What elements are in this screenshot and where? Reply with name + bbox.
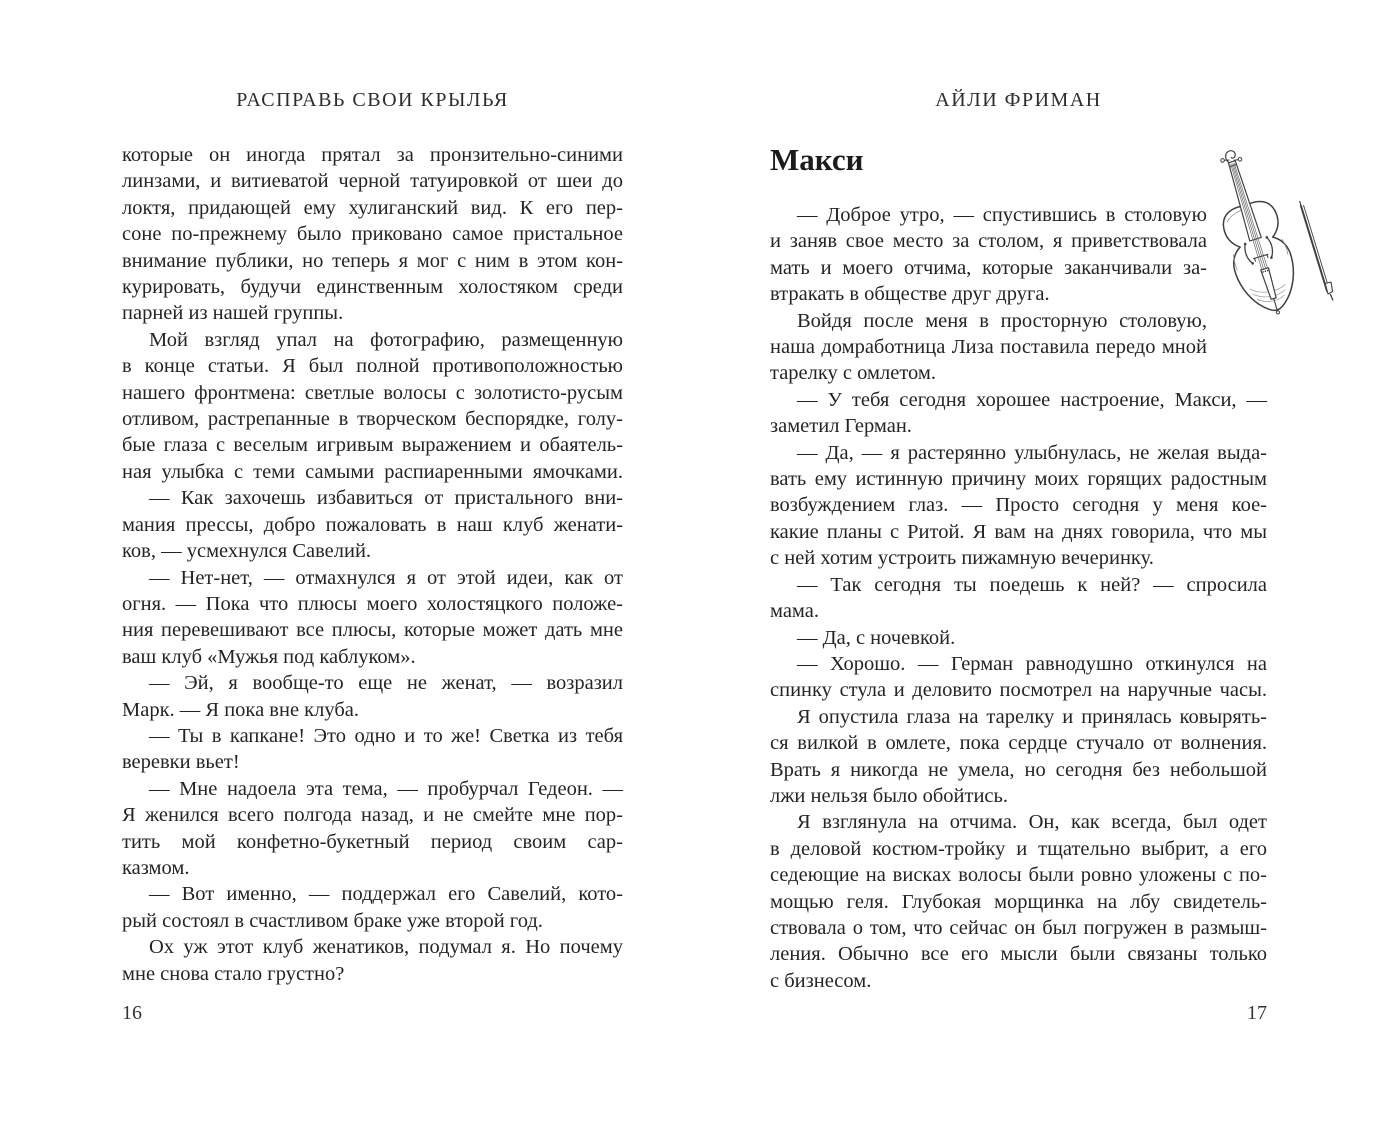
- paragraph: [122, 776, 623, 882]
- text-line: в конце статьи. Я был полной противоположностью: [122, 355, 623, 378]
- text-line: локтя, придающей ему хулиганский вид. К его пер-: [122, 196, 623, 219]
- text-line: бые глаза с веселым игривым выражением и обаятель-: [122, 434, 623, 457]
- text-line: — Хорошо. — Герман равнодушно откинулся на: [797, 652, 1267, 675]
- paragraph: [770, 440, 1267, 572]
- paragraph: [770, 625, 1267, 651]
- paragraph: [122, 327, 623, 485]
- text-line: ствовала о том, что сейчас он был погружен в размыш-: [770, 916, 1267, 939]
- text-line: линзами, и витиеватой черной татуировкой от шеи до: [122, 170, 623, 193]
- text-line: в деловой костюм-тройку и тщательно выбрит, а его: [770, 837, 1267, 860]
- text-line: ления. Обычно все его мысли были связаны только: [770, 943, 1267, 966]
- text-line: отливом, растрепанные в творческом беспорядке, голу-: [122, 408, 623, 431]
- text-line: соне по-прежнему было приковано самое пристальное: [122, 223, 623, 246]
- text-line: веревки вьет!: [122, 751, 240, 774]
- text-line: мать и моего отчима, которые заканчивали за-: [770, 256, 1207, 279]
- text-line: спинку стула и деловито посмотрел на наручные часы.: [770, 679, 1267, 702]
- paragraph: [122, 565, 623, 671]
- text-line: заметил Герман.: [770, 415, 912, 438]
- text-line: с бизнесом.: [770, 969, 872, 992]
- paragraph: [770, 809, 1267, 994]
- violin-icon: [1207, 144, 1337, 344]
- paragraph: [122, 485, 623, 564]
- paragraph: [770, 651, 1267, 704]
- text-line: — Эй, я вообще-то еще не женат, — возразил: [149, 672, 623, 695]
- text-line: — У тебя сегодня хорошее настроение, Макси, —: [797, 388, 1267, 411]
- text-line: Мой взгляд упал на фотографию, размещенную: [149, 328, 623, 351]
- text-line: — Вот именно, — поддержал его Савелий, кото-: [149, 883, 623, 906]
- text-line: Войдя после меня в просторную столовую,: [797, 309, 1207, 332]
- bow-icon: [1300, 202, 1333, 301]
- paragraph: [770, 308, 1267, 387]
- text-line: — Нет-нет, — отмахнулся я от этой идеи, как от: [149, 566, 623, 589]
- text-line: нашего фронтмена: светлые волосы с золотисто-русым: [122, 381, 623, 404]
- text-line: какие планы с Ритой. Я вам на днях говорила, что мы: [770, 520, 1267, 543]
- text-line: — Да, — я растерянно улыбнулась, не желая выда-: [797, 441, 1267, 464]
- violin-illustration: [1207, 142, 1267, 340]
- text-line: — Доброе утро, — спустившись в столовую: [797, 204, 1207, 226]
- paragraph: [122, 670, 623, 723]
- text-line: ся вилкой в омлете, пока сердце стучало от волнения.: [770, 732, 1267, 755]
- paragraph: [770, 572, 1267, 625]
- text-line: Я женился всего полгода назад, и не смейте мне пор-: [122, 804, 623, 827]
- left-page-text: [122, 142, 623, 987]
- paragraph: [770, 387, 1267, 440]
- paragraph: [122, 881, 623, 934]
- paragraph: [122, 723, 623, 776]
- text-line: тить мой конфетно-букетный период своим сар-: [122, 830, 623, 853]
- paragraph: [770, 704, 1267, 810]
- text-line: — Так сегодня ты поедешь к ней? — спросила: [797, 573, 1267, 596]
- paragraph: [122, 142, 623, 327]
- text-line: наша домработница Лиза поставила передо мной: [770, 336, 1207, 359]
- text-line: внимание публики, но теперь я мог с ним в этом кон-: [122, 249, 623, 272]
- page-number-right: 17: [1247, 1002, 1267, 1024]
- text-line: парней из нашей группы.: [122, 302, 344, 325]
- text-line: Я взглянула на отчима. Он, как всегда, был одет: [797, 811, 1267, 834]
- text-line: которые он иногда прятал за пронзительно-синими: [122, 144, 623, 166]
- text-line: седеющие на висках волосы были ровно уложены с по-: [770, 864, 1267, 887]
- page-number-left: 16: [122, 1002, 142, 1024]
- text-line: курировать, будучи единственным холостяком среди: [122, 276, 623, 299]
- text-line: мне снова стало грустно?: [122, 962, 345, 985]
- text-line: мама.: [770, 600, 819, 623]
- running-head-right: АЙЛИ ФРИМАН: [935, 89, 1102, 111]
- right-page-text: [770, 142, 1267, 994]
- left-page: [122, 0, 623, 1125]
- text-line: с ней хотим устроить пижамную вечеринку.: [770, 547, 1154, 570]
- paragraph: [770, 202, 1267, 308]
- text-line: лжи нельзя было обойтись.: [770, 784, 1009, 807]
- text-line: ная улыбка с теми самыми распиаренными ямочками.: [122, 460, 623, 483]
- text-line: Я опустила глаза на тарелку и принялась ковырять-: [797, 705, 1267, 728]
- text-line: — Ты в капкане! Это одно и то же! Светка из тебя: [149, 724, 623, 747]
- text-line: ния перевешивают все плюсы, которые может дать мне: [122, 619, 623, 642]
- text-line: Врать я никогда не умела, но сегодня без небольшой: [770, 758, 1267, 781]
- text-line: огня. — Пока что плюсы моего холостяцкого положе-: [122, 592, 623, 615]
- text-line: казмом.: [122, 856, 190, 879]
- text-line: возбуждением глаз. — Просто сегодня у меня кое-: [770, 494, 1267, 517]
- text-line: вать ему истинную причину моих горящих радостным: [770, 468, 1267, 491]
- text-line: — Мне надоела эта тема, — пробурчал Гедеон. —: [149, 777, 623, 800]
- text-line: — Как захочешь избавиться от пристального вни-: [149, 487, 623, 510]
- text-line: Марк. — Я пока вне клуба.: [122, 698, 360, 721]
- text-line: — Да, с ночевкой.: [797, 626, 956, 649]
- text-line: тарелку с омлетом.: [770, 362, 936, 385]
- paragraph: [122, 934, 623, 987]
- text-line: и заняв свое место за столом, я приветствовала: [770, 230, 1207, 253]
- text-line: мощью геля. Глубокая морщинка на лбу свидетель-: [770, 890, 1267, 913]
- text-line: втракать в обществе друг друга.: [770, 283, 1050, 306]
- running-head-left: РАСПРАВЬ СВОИ КРЫЛЬЯ: [236, 89, 509, 111]
- right-page: [770, 0, 1267, 1125]
- text-line: рый состоял в счастливом браке уже второй год.: [122, 909, 543, 932]
- chapter-title: Макси: [770, 142, 864, 177]
- text-line: мания прессы, добро пожаловать в наш клуб женати-: [122, 513, 623, 536]
- text-line: ков, — усмехнулся Савелий.: [122, 540, 372, 563]
- text-line: ваш клуб «Мужья под каблуком».: [122, 645, 416, 668]
- text-line: Ох уж этот клуб женатиков, подумал я. Но почему: [149, 936, 623, 959]
